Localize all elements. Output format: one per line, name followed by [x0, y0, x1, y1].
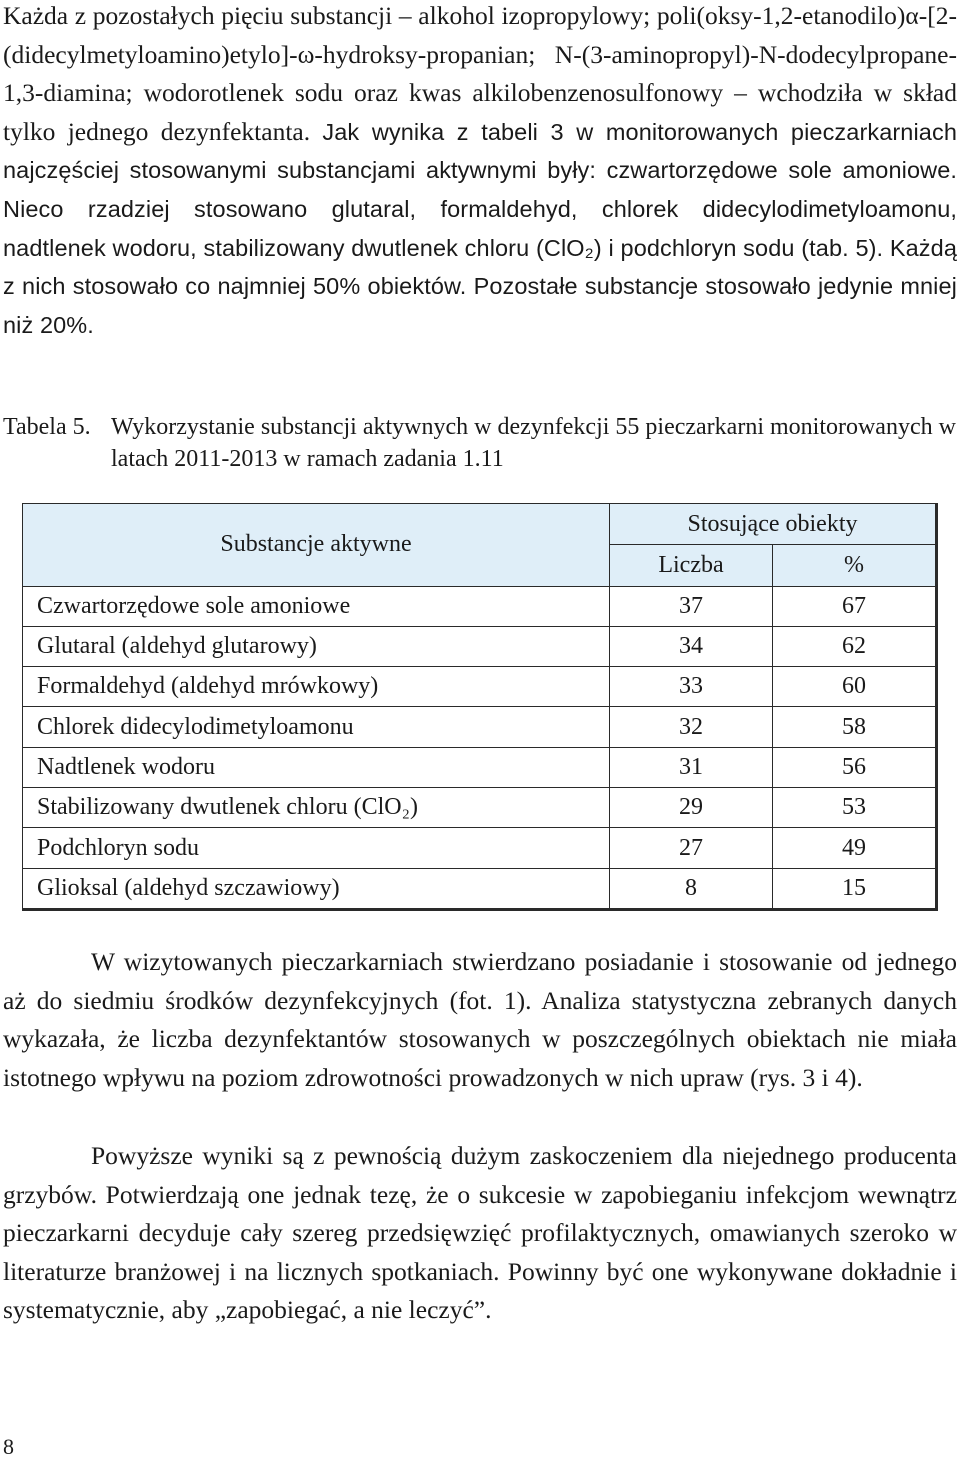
row-name: Formaldehyd (aldehyd mrówkowy) — [23, 667, 610, 707]
row-percent: 58 — [773, 707, 937, 747]
row-percent: 15 — [773, 868, 937, 909]
table-row — [23, 868, 937, 909]
row-percent: 53 — [773, 788, 937, 828]
table-caption — [3, 411, 957, 475]
table-row — [23, 747, 937, 787]
row-percent: 62 — [773, 626, 937, 666]
header-substance: Substancje aktywne — [23, 504, 610, 587]
intro-serif-text: Każda z pozostałych pięciu substancji – alkohol izopropylowy; poli(oksy-1,2-etanodilo)α-[2-(didecylmetyloamino)etylo]-ω-hydroksy-propanian; N-(3-aminopropyl)-N-dodecylpropane-1,3-diamina; wodorotlenek sodu oraz kwas alkilobenzenosulfonowy – wchodziła w skład tylko jednego dezynfektanta. — [3, 1, 957, 146]
row-percent: 60 — [773, 667, 937, 707]
row-name: Nadtlenek wodoru — [23, 747, 610, 787]
row-count: 34 — [610, 626, 773, 666]
paragraph-disinfectant-count: W wizytowanych pieczarkarniach stwierdzano posiadanie i stosowanie od jednego aż do siedmiu środków dezynfekcyjnych (fot. 1). Analiza statystyczna zebranych danych wykazała, że liczba dezynfektantów stosowanych w poszczególnych obiektach nie miała istotnego wpływu na poziom zdrowotności prowadzonych w nich upraw (rys. 3 i 4). — [3, 947, 957, 1092]
row-name: Glutaral (aldehyd glutarowy) — [23, 626, 610, 666]
table-caption-text: Wykorzystanie substancji aktywnych w dezynfekcji 55 pieczarkarni monitorowanych w latach 2011-2013 w ramach zadania 1.11 — [111, 414, 956, 472]
row-percent: 56 — [773, 747, 937, 787]
paragraph-conclusion: Powyższe wyniki są z pewnością dużym zaskoczeniem dla niejednego producenta grzybów. Potwierdzają one jednak tezę, że o sukcesie w zapobieganiu infekcjom wewnątrz pieczarkarni decyduje cały szereg przedsięwzięć profilaktycznych, omawianych szeroko w literaturze branżowej i na licznych spotkaniach. Powinny być one wykonywane dokładnie i systematycznie, aby „zapobiegać, a nie leczyć”. — [3, 1141, 957, 1325]
row-count: 32 — [610, 707, 773, 747]
table-row — [23, 667, 937, 707]
substances-table — [22, 503, 936, 911]
row-percent: 67 — [773, 586, 937, 626]
header-percent: % — [773, 545, 937, 586]
row-count: 31 — [610, 747, 773, 787]
intro-sans-text: Jak wynika z tabeli 3 w monitorowanych pieczarkarniach najczęściej stosowanymi substancjami aktywnymi były: czwartorzędowe sole amoniowe. Nieco rzadziej stosowano glutaral, formaldehyd, chlorek didecylodimetyloamonu, nadtlenek wodoru, stabilizowany dwutlenek chloru (ClO₂) i podchloryn sodu (tab. 5). Każdą z nich stosowało co najmniej 50% obiektów. Pozostałe substancje stosowało jedynie mniej niż 20%. — [3, 118, 957, 338]
header-count: Liczba — [610, 545, 773, 586]
paragraph-substances-intro — [3, 0, 957, 344]
row-name: Glioksal (aldehyd szczawiowy) — [23, 868, 610, 909]
row-count: 37 — [610, 586, 773, 626]
page-number: 8 — [3, 1434, 14, 1459]
row-name: Stabilizowany dwutlenek chloru (ClO₂) — [23, 788, 610, 828]
row-name: Chlorek didecylodimetyloamonu — [23, 707, 610, 747]
row-count: 33 — [610, 667, 773, 707]
table-row — [23, 586, 937, 626]
table-row — [23, 788, 937, 828]
row-name: Czwartorzędowe sole amoniowe — [23, 586, 610, 626]
table-caption-label: Tabela 5. — [3, 414, 91, 440]
row-count: 8 — [610, 868, 773, 909]
row-name: Podchloryn sodu — [23, 828, 610, 868]
table-row — [23, 828, 937, 868]
row-percent: 49 — [773, 828, 937, 868]
table-row — [23, 626, 937, 666]
row-count: 29 — [610, 788, 773, 828]
header-using-objects: Stosujące obiekty — [610, 504, 937, 545]
table-row — [23, 707, 937, 747]
row-count: 27 — [610, 828, 773, 868]
